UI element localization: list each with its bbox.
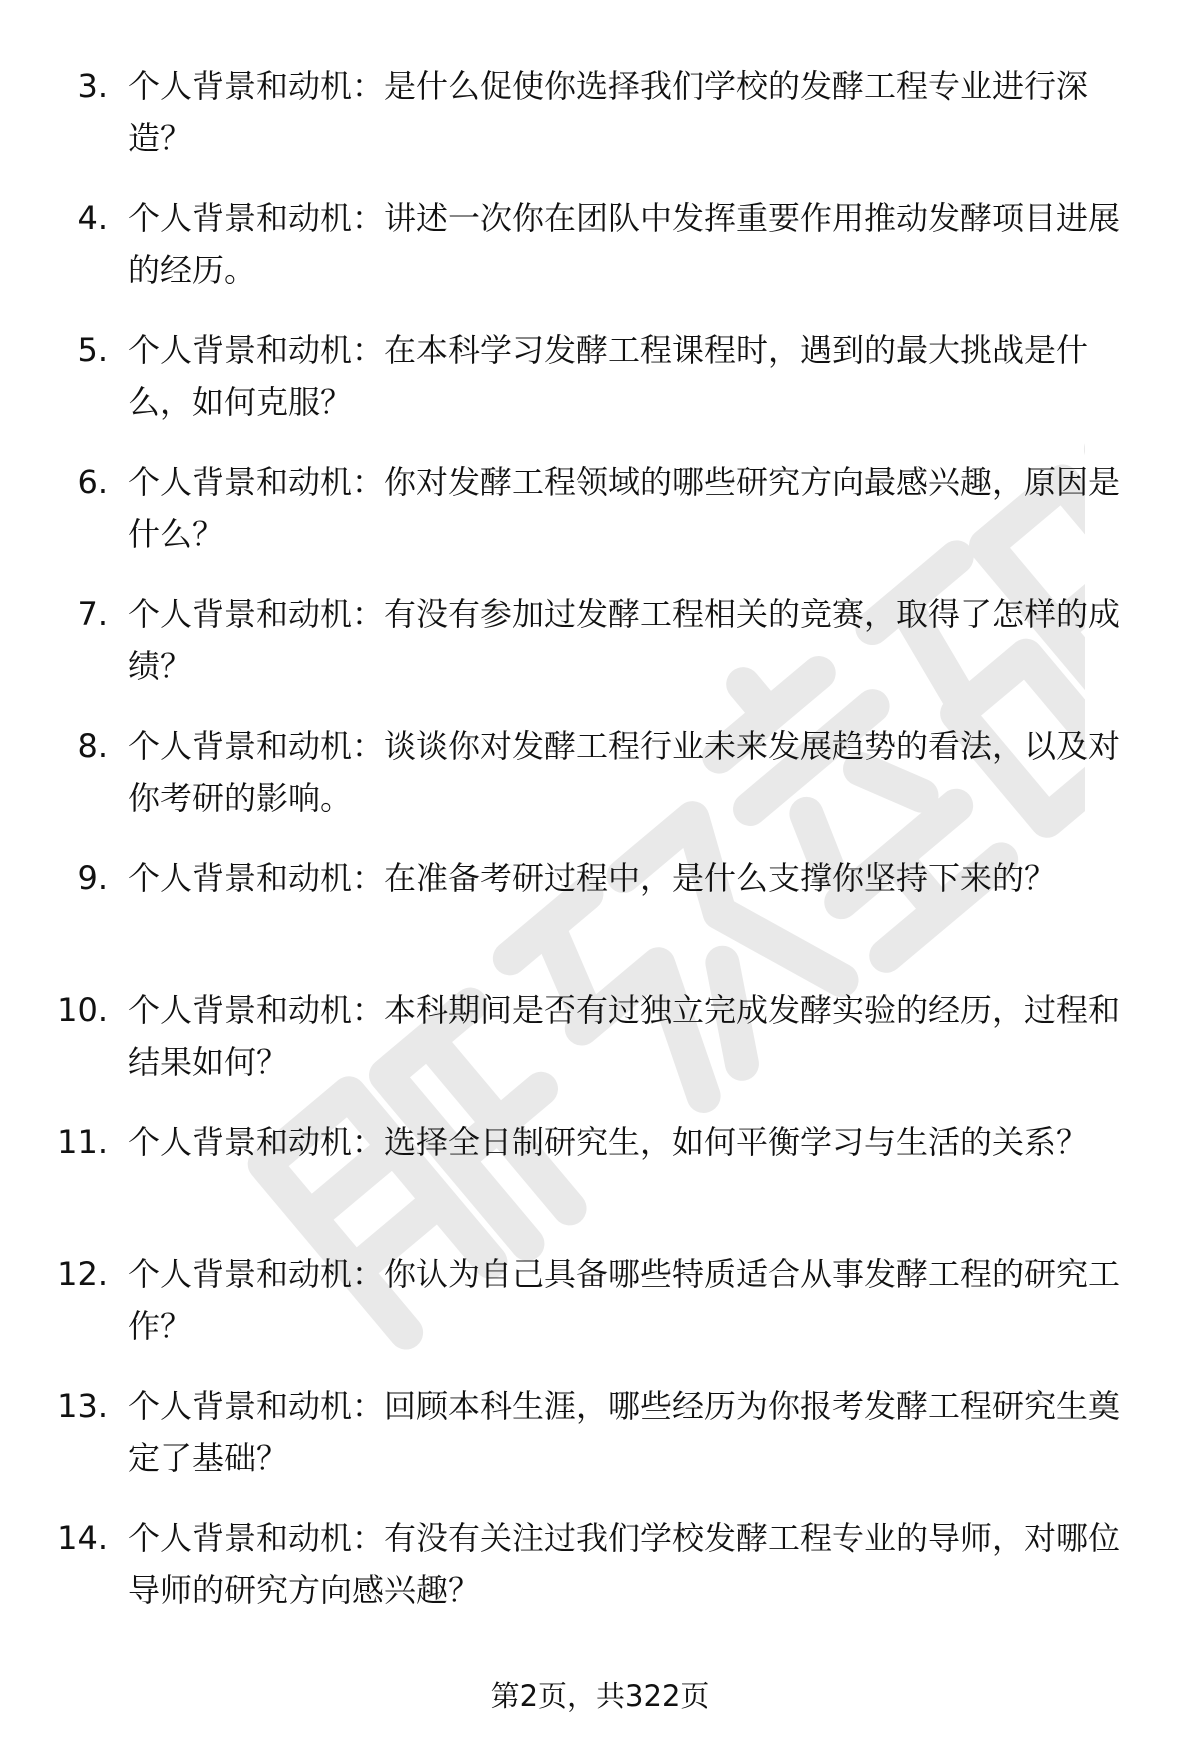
question-text: 个人背景和动机：是什么促使你选择我们学校的发酵工程专业进行深造？ [128,67,1089,157]
question-text: 个人背景和动机：回顾本科生涯，哪些经历为你报考发酵工程研究生奠定了基础？ [128,1387,1121,1477]
question-number: 9. [77,859,108,897]
list-item [0,1512,1200,1644]
question-text: 个人背景和动机：本科期间是否有过独立完成发酵实验的经历，过程和结果如何？ [128,991,1121,1081]
question-text: 个人背景和动机：你对发酵工程领域的哪些研究方向最感兴趣，原因是什么？ [128,463,1121,553]
question-number: 13. [57,1387,108,1425]
question-list [0,60,1200,1644]
question-number: 3. [77,67,108,105]
list-item [0,852,1200,984]
list-item [0,588,1200,720]
question-number: 11. [57,1123,108,1161]
question-number: 12. [57,1255,108,1293]
page-footer: 第2页，共322页 [490,1679,710,1713]
question-number: 7. [77,595,108,633]
question-text: 个人背景和动机：选择全日制研究生，如何平衡学习与生活的关系？ [128,1123,1089,1161]
question-number: 10. [57,991,108,1029]
question-text: 个人背景和动机：谈谈你对发酵工程行业未来发展趋势的看法，以及对你考研的影响。 [128,727,1121,817]
question-text: 个人背景和动机：在本科学习发酵工程课程时，遇到的最大挑战是什么，如何克服？ [128,331,1089,421]
list-item [0,720,1200,852]
question-number: 8. [77,727,108,765]
question-text: 个人背景和动机：你认为自己具备哪些特质适合从事发酵工程的研究工作？ [128,1255,1121,1345]
list-item [0,456,1200,588]
question-number: 6. [77,463,108,501]
list-item [0,1116,1200,1248]
question-number: 5. [77,331,108,369]
question-number: 4. [77,199,108,237]
question-text: 个人背景和动机：讲述一次你在团队中发挥重要作用推动发酵项目进展的经历。 [128,199,1121,289]
list-item [0,984,1200,1116]
list-item [0,60,1200,192]
question-text: 个人背景和动机：有没有参加过发酵工程相关的竞赛，取得了怎样的成绩？ [128,595,1121,685]
question-text: 个人背景和动机：在准备考研过程中，是什么支撑你坚持下来的？ [128,859,1057,897]
list-item [0,192,1200,324]
question-text: 个人背景和动机：有没有关注过我们学校发酵工程专业的导师，对哪位导师的研究方向感兴趣？ [128,1519,1121,1609]
list-item [0,1380,1200,1512]
list-item [0,324,1200,456]
question-number: 14. [57,1519,108,1557]
list-item [0,1248,1200,1380]
